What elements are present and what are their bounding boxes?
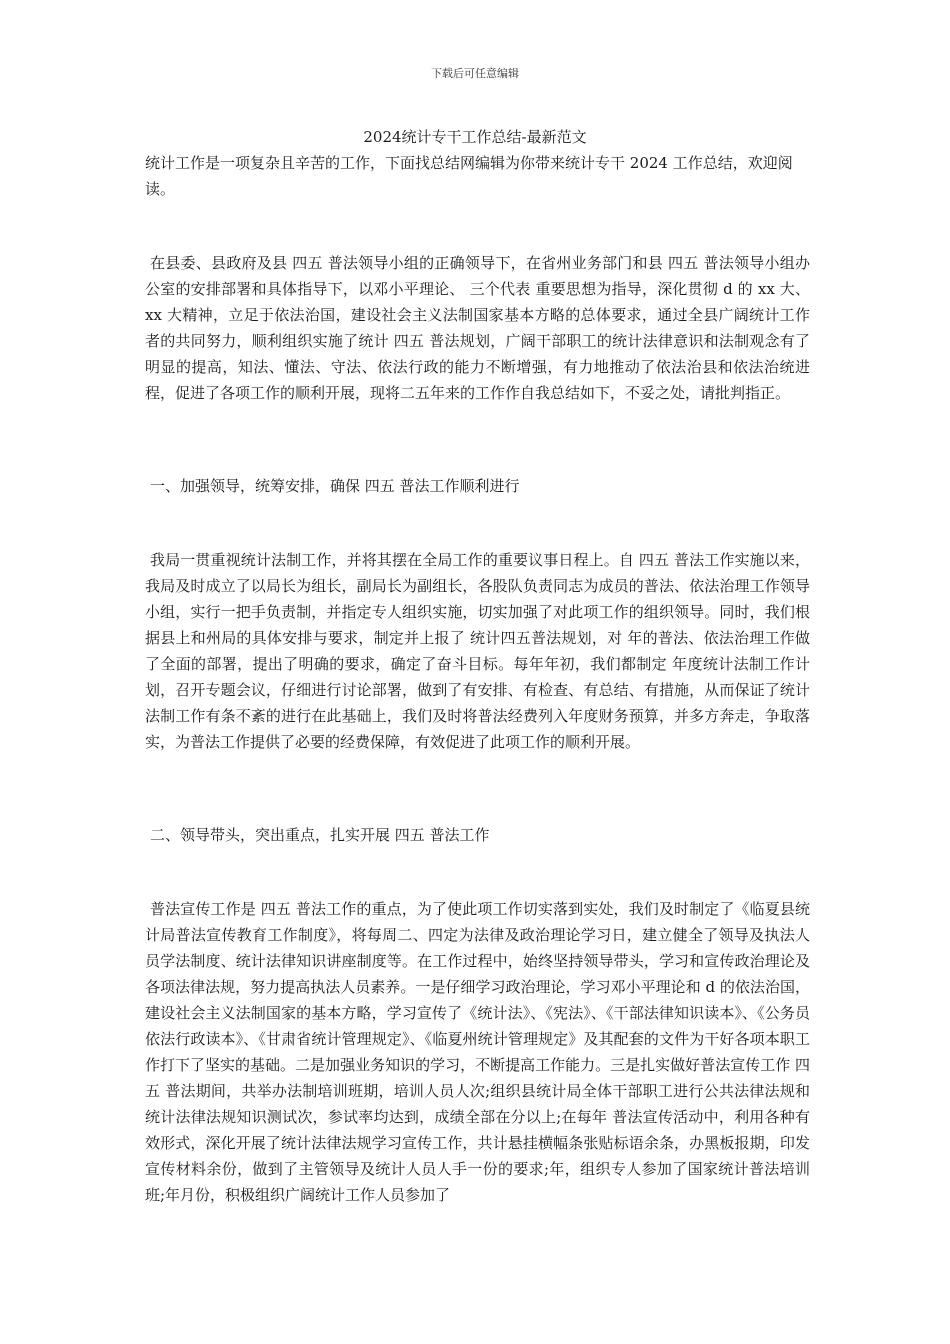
body-paragraph-2: 我局一贯重视统计法制工作，并将其摆在全局工作的重要议事日程上。自 四五 普法工作实施以来，我局及时成立了以局长为组长，副局长为副组长，各股队负责同志为成员的普法、依法治理工作领导小组，实行一把手负责制，并指定专人组织实施，切实加强了对此项工作的组织领导。同时，我们根据县上和州局的具体安排与要求，制定并上报了 统计四五普法规划，对 年的普法、依法治理工作做了全面的部署，提出了明确的要求，确定了奋斗目标。每年年初，我们都制定 年度统计法制工作计划，召开专题会议，仔细进行讨论部署，做到了有安排、有检查、有总结、有措施，从而保证了统计法制工作有条不紊的进行在此基础上，我们及时将普法经费列入年度财务预算，并多方奔走，争取落实，为普法工作提供了必要的经费保障，有效促进了此项工作的顺利开展。 (145, 551, 810, 751)
document-title: 2024统计专干工作总结-最新范文 (363, 128, 587, 146)
body-paragraph-3: 普法宣传工作是 四五 普法工作的重点，为了使此项工作切实落到实处，我们及时制定了《临夏县统计局普法宣传教育工作制度》，将每周二、四定为法律及政治理论学习日，建立健全了领导及执法人员学法制度、统计法律知识讲座制度等。在工作过程中，始终坚持领导带头，学习和宣传政治理论及各项法律法规，努力提高执法人员素养。一是仔细学习政治理论，学习邓小平理论和 d 的依法治国，建设社会主义法制国家的基本方略，学习宣传了《统计法》、《宪法》、《干部法律知识读本》、《公务员依法行政读本》、《甘肃省统计管理规定》、《临夏州统计管理规定》及其配套的文件为干好各项本职工作打下了坚实的基础。二是加强业务知识的学习，不断提高工作能力。三是扎实做好普法宣传工作 四五 普法期间，共举办法制培训班期，培训人员人次;组织县统计局全体干部职工进行公共法律法规和统计法律法规知识测试次，参试率均达到，成绩全部在分以上;在每年 普法宣传活动中，利用各种有效形式，深化开展了统计法律法规学习宣传工作，共计悬挂横幅条张贴标语余条，办黑板报期，印发宣传材料余份，做到了主管领导及统计人员人手一份的要求;年，组织专人参加了国家统计普法培训班;年月份，积极组织广阔统计工作人员参加了 (145, 900, 810, 1204)
header-note: 下载后可任意编辑 (431, 67, 519, 80)
body-paragraph-1: 在县委、县政府及县 四五 普法领导小组的正确领导下，在省州业务部门和县 四五 普法领导小组办公室的安排部署和具体指导下，以邓小平理论、 三个代表 重要思想为指导，深化贯彻 d 的 xx 大、xx 大精神，立足于依法治国，建设社会主义法制国家基本方略的总体要求，通过全县广阔统计工作者的共同努力，顺利组织实施了统计 四五 普法规划，广阔干部职工的统计法律意识和法制观念有了明显的提高，知法、懂法、守法、依法行政的能力不断增强，有力地推动了依法治县和依法治统进程，促进了各项工作的顺利开展，现将二五年来的工作作自我总结如下，不妥之处，请批判指正。 (145, 254, 810, 402)
section-heading-2: 二、领导带头，突出重点，扎实开展 四五 普法工作 (150, 826, 490, 844)
section-heading-1: 一、加强领导，统筹安排，确保 四五 普法工作顺利进行 (150, 477, 520, 495)
intro-paragraph: 统计工作是一项复杂且辛苦的工作，下面找总结网编辑为你带来统计专干 2024 工作总结，欢迎阅读。 (145, 154, 793, 198)
